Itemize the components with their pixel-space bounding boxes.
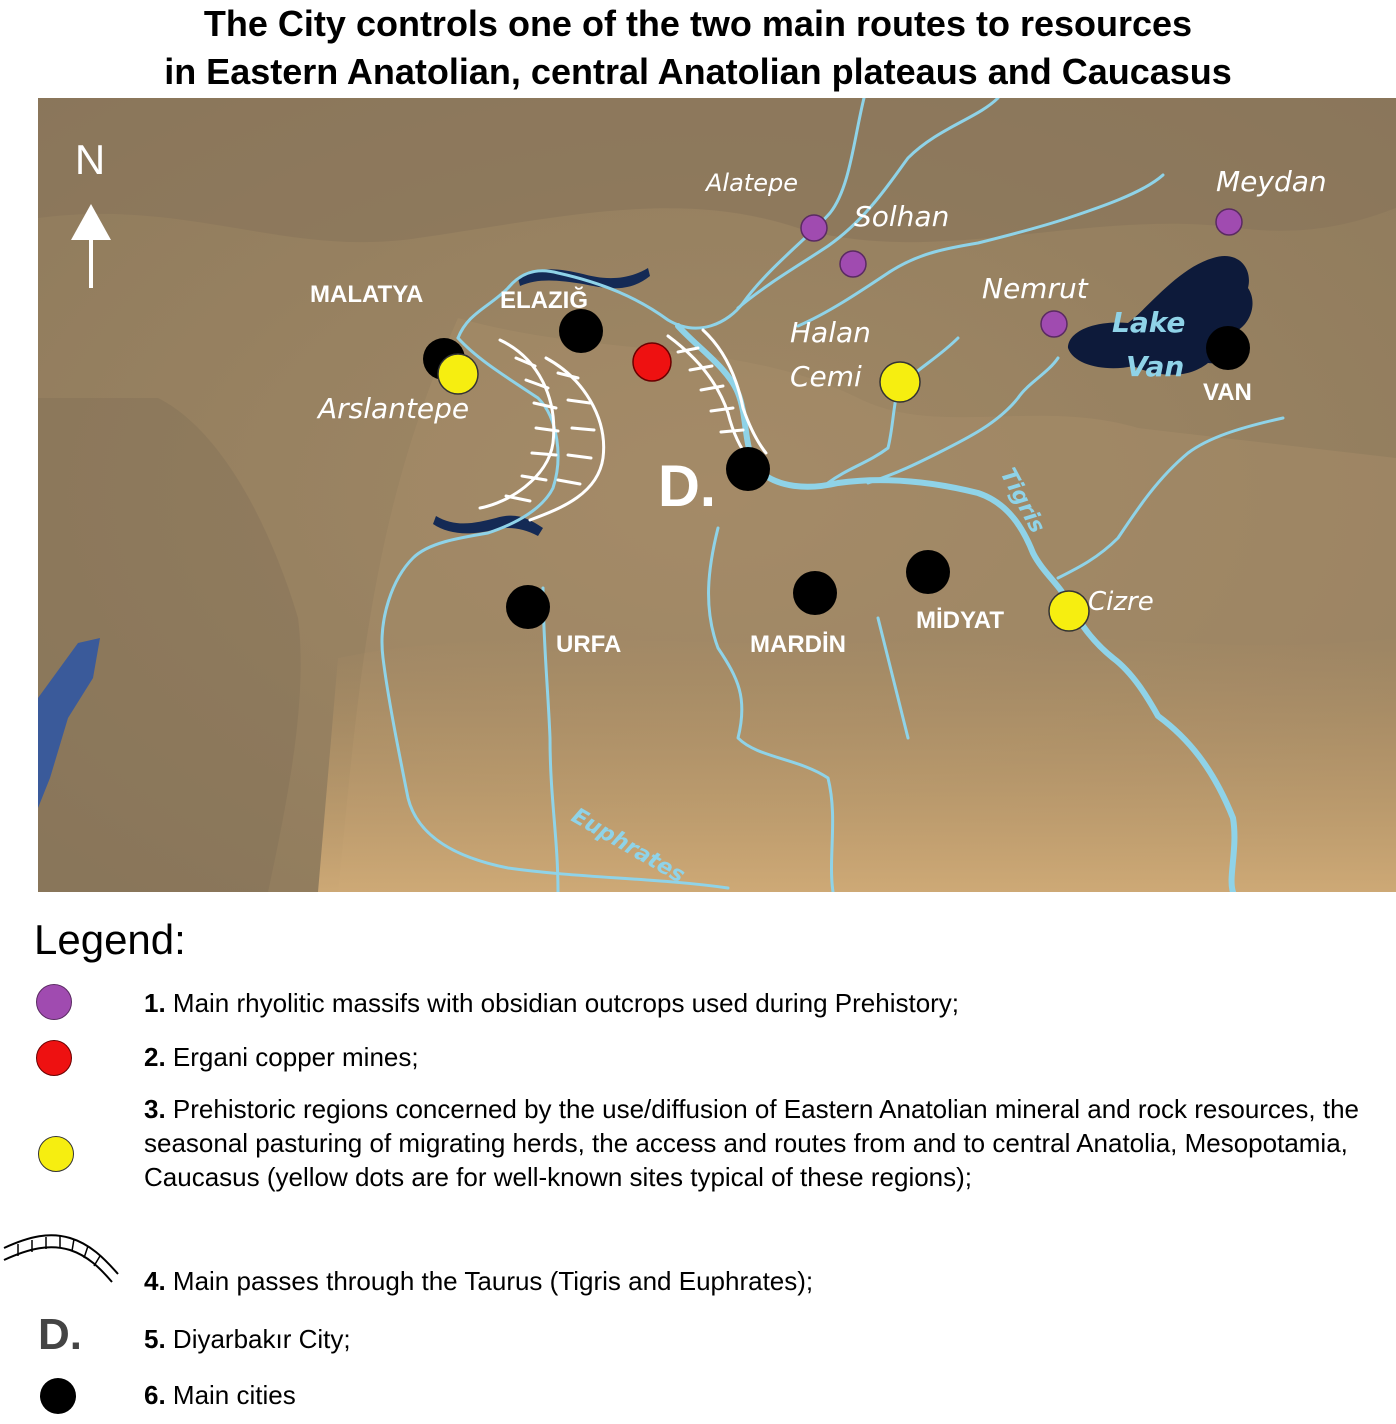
- legend-desc-6: Main cities: [165, 1380, 296, 1410]
- prehistoric-dot-halan-cemi: [880, 362, 920, 402]
- legend-text-3: [144, 1092, 1384, 1194]
- obsidian-dot-alatepe: [801, 215, 827, 241]
- label-solhan: Solhan: [854, 200, 950, 233]
- legend-num-3: 3.: [144, 1094, 166, 1124]
- legend-num-4: 4.: [144, 1266, 166, 1296]
- legend-purple-dot: [36, 984, 72, 1020]
- legend-num-2: 2.: [144, 1042, 166, 1072]
- label-diyarbakir: D.: [658, 454, 716, 519]
- city-dot-elazig: [559, 309, 603, 353]
- title-line-2: in Eastern Anatolian, central Anatolian plateaus and Caucasus: [164, 51, 1232, 92]
- label-euphrates: Euphrates: [567, 803, 689, 889]
- legend-text-6: [144, 1378, 1394, 1412]
- label-cemi: Cemi: [790, 360, 862, 393]
- page-title: [0, 0, 1396, 96]
- label-halan: Halan: [790, 316, 871, 349]
- copper-mine-dot: [633, 343, 671, 381]
- label-meydan: Meydan: [1216, 165, 1327, 198]
- legend-black-dot: [40, 1378, 76, 1414]
- legend-num-6: 6.: [144, 1380, 166, 1410]
- legend-desc-5: Diyarbakır City;: [165, 1324, 351, 1354]
- legend-num-5: 5.: [144, 1324, 166, 1354]
- city-dot-urfa: [506, 585, 550, 629]
- north-label: N: [74, 136, 106, 183]
- label-van-lake: Van: [1126, 350, 1185, 383]
- map: [38, 98, 1396, 892]
- map-canvas: [38, 98, 1396, 892]
- obsidian-dot-solhan: [840, 251, 866, 277]
- legend-text-4: [144, 1264, 1394, 1298]
- obsidian-dot-meydan: [1216, 209, 1242, 235]
- city-dot-diyarbakir: [726, 447, 770, 491]
- legend-desc-1: Main rhyolitic massifs with obsidian outcrops used during Prehistory;: [165, 988, 960, 1018]
- legend-num-1: 1.: [144, 988, 166, 1018]
- legend-pass-icon: [0, 1222, 124, 1286]
- prehistoric-dot-arslantepe: [438, 354, 478, 394]
- label-nemrut: Nemrut: [982, 272, 1088, 305]
- label-malatya: MALATYA: [310, 281, 424, 308]
- label-lake: Lake: [1112, 306, 1186, 339]
- label-urfa: URFA: [556, 631, 622, 658]
- city-dot-van: [1206, 326, 1250, 370]
- label-arslantepe: Arslantepe: [318, 392, 470, 425]
- label-alatepe: Alatepe: [706, 169, 798, 197]
- legend-title: Legend:: [34, 916, 186, 963]
- legend-red-dot: [36, 1040, 72, 1076]
- legend-text-5: [144, 1322, 1394, 1356]
- legend-d-symbol: D.: [38, 1310, 82, 1359]
- label-midyat: MİDYAT: [916, 607, 1005, 634]
- label-van: VAN: [1203, 379, 1252, 406]
- legend-yellow-dot: [38, 1136, 74, 1172]
- label-elazig: ELAZIĞ: [500, 287, 588, 314]
- legend-desc-3: Prehistoric regions concerned by the use/diffusion of Eastern Anatolian mineral and rock resources, the seasonal pasturing of migrating herds, the access and routes from and to central Anatolia, Mesopotamia, Caucasus (yellow dots are for well-known sites typical of these regions);: [144, 1094, 1359, 1192]
- label-tigris: Tigris: [994, 464, 1050, 538]
- label-mardin: MARDİN: [750, 631, 846, 658]
- city-dot-midyat: [906, 550, 950, 594]
- legend-text-2: [144, 1040, 1394, 1074]
- legend-text-1: [144, 986, 1394, 1020]
- legend-desc-2: Ergani copper mines;: [165, 1042, 419, 1072]
- title-line-1: The City controls one of the two main routes to resources: [203, 3, 1193, 44]
- prehistoric-dot-cizre: [1049, 591, 1089, 631]
- legend-desc-4: Main passes through the Taurus (Tigris and Euphrates);: [165, 1266, 814, 1296]
- label-cizre: Cizre: [1088, 587, 1154, 617]
- city-dot-mardin: [793, 571, 837, 615]
- obsidian-dot-nemrut: [1041, 311, 1067, 337]
